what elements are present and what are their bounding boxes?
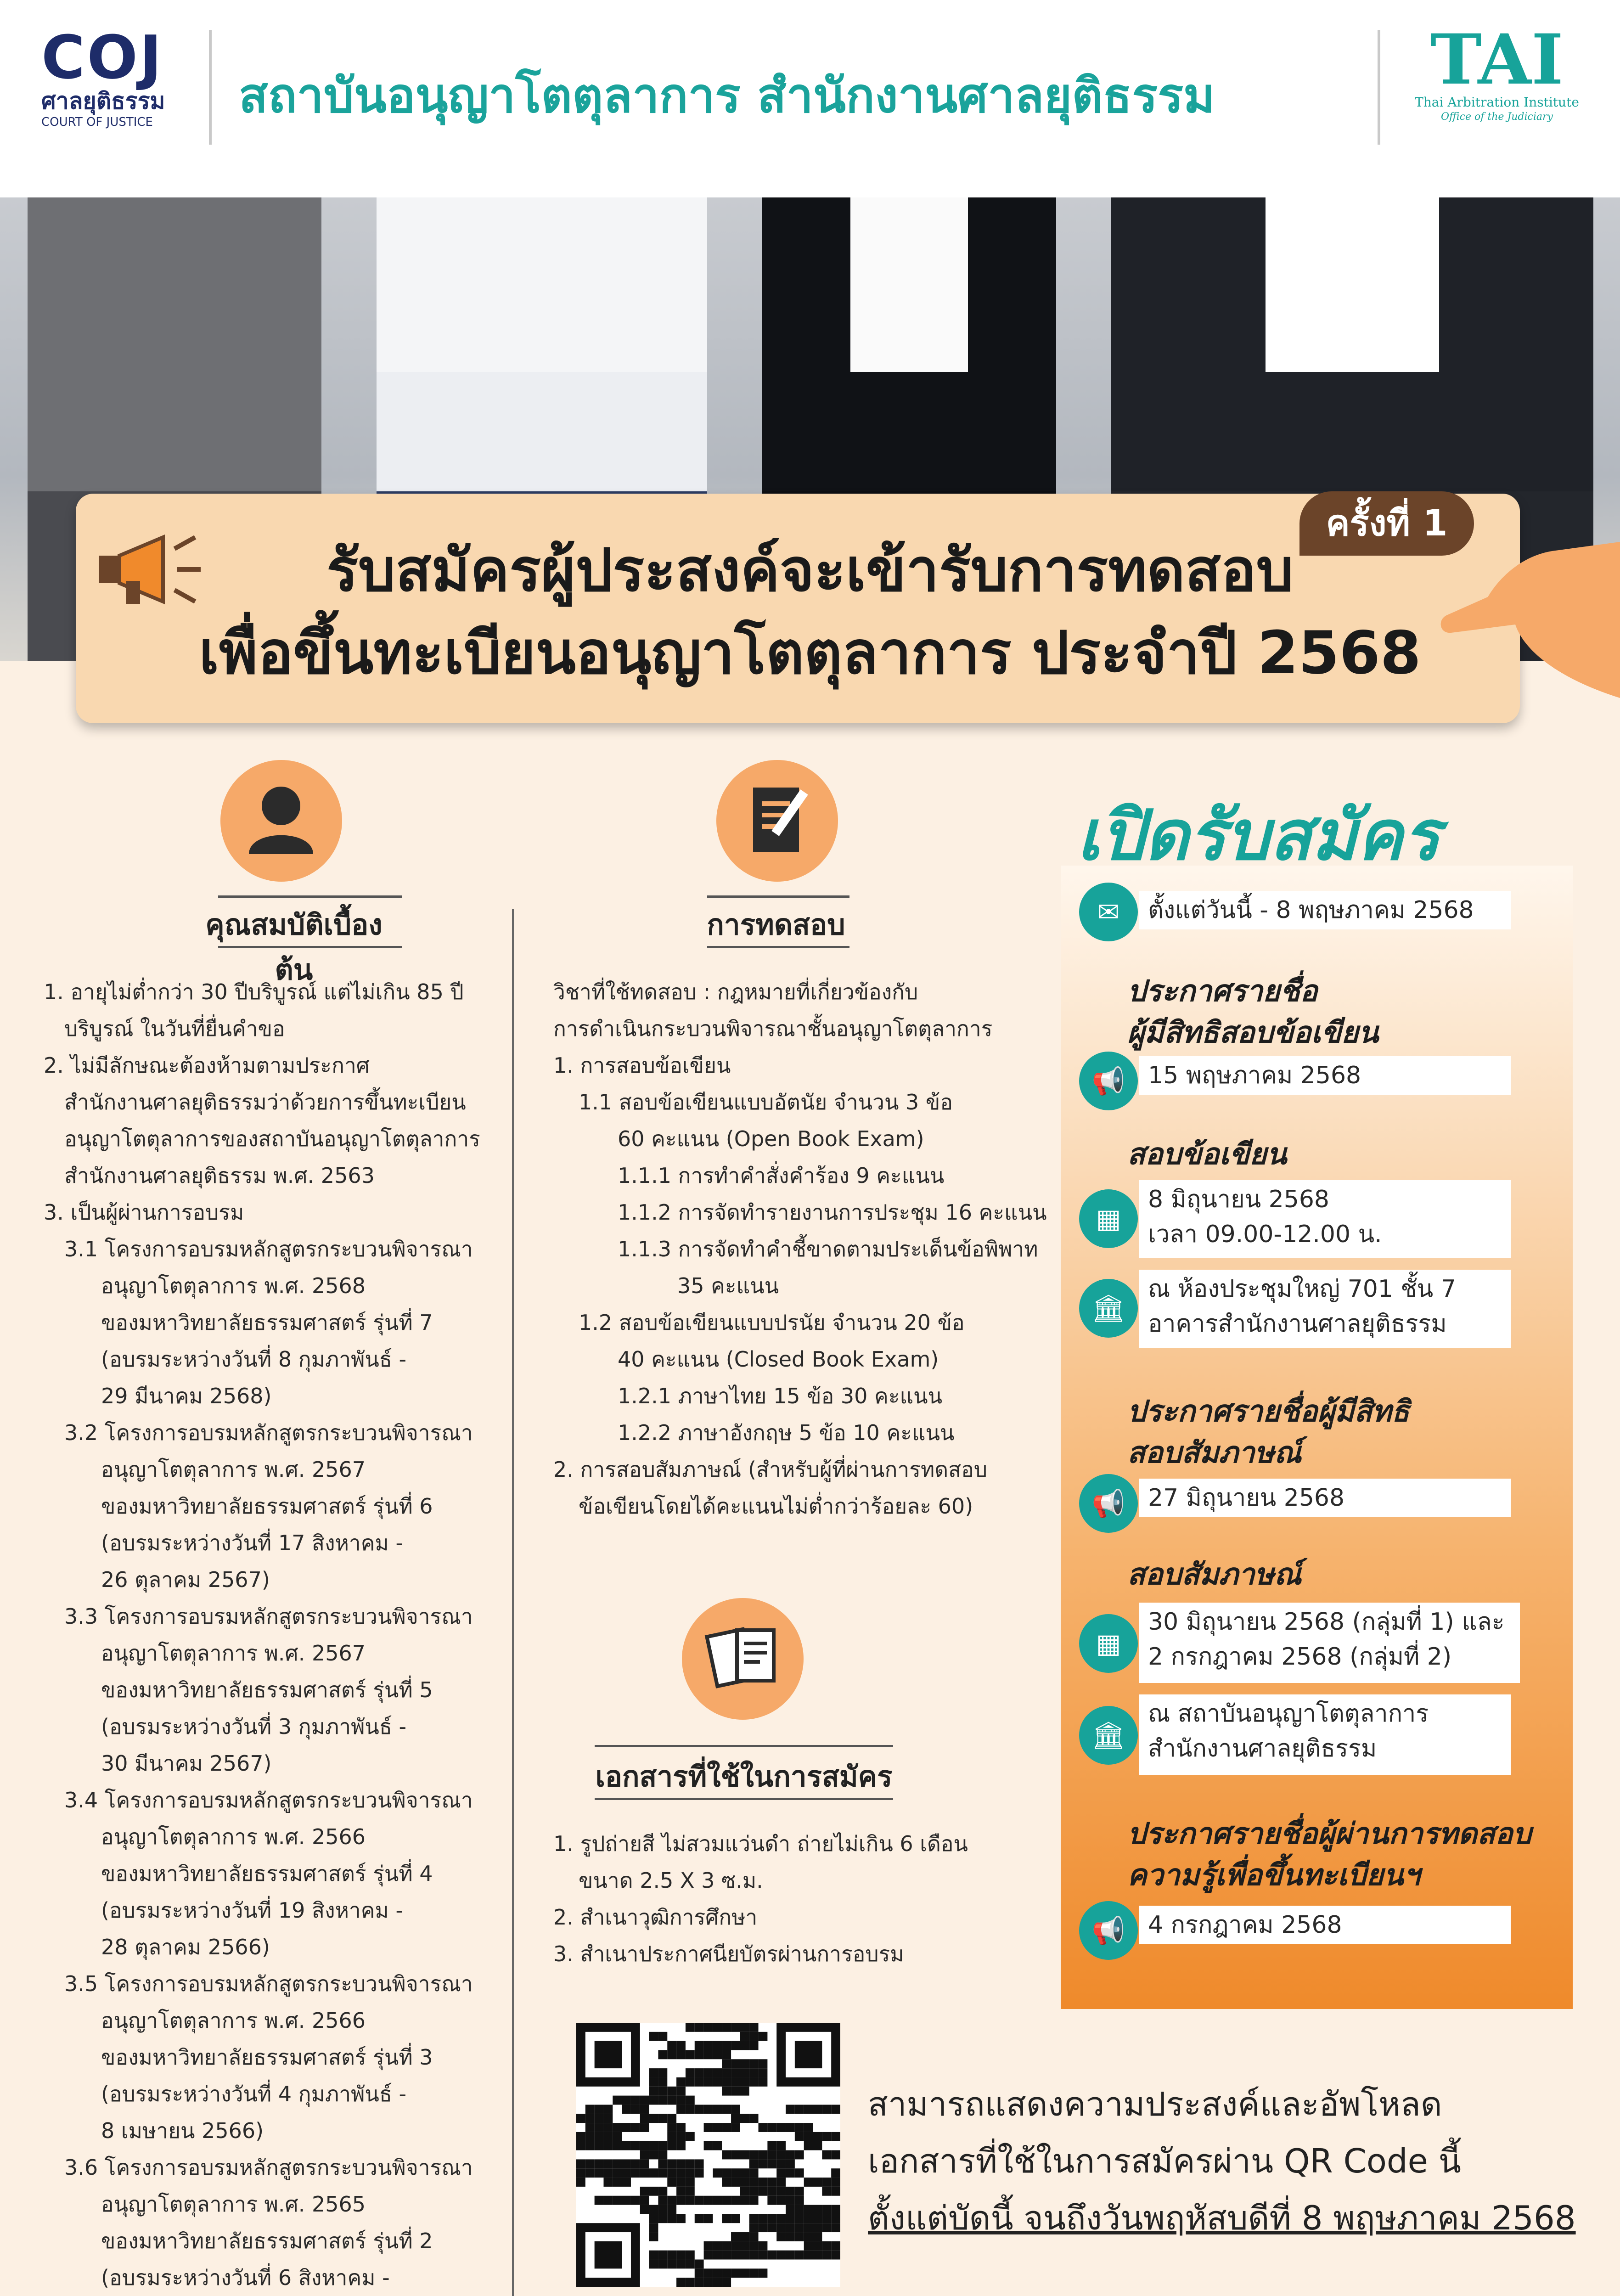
list-line: สำนักงานศาลยุติธรรมว่าด้วยการขึ้นทะเบียน	[64, 1090, 466, 1114]
apply-period: ตั้งแต่วันนี้ - 8 พฤษภาคม 2568	[1139, 891, 1511, 929]
list-line: 1.2 สอบข้อเขียนแบบปรนัย จำนวน 20 ข้อ	[579, 1310, 965, 1335]
document-pen-icon	[716, 760, 838, 882]
list-line: ขนาด 2.5 X 3 ซ.ม.	[579, 1868, 763, 1893]
list-line: อนุญาโตตุลาการ พ.ศ. 2567	[101, 1641, 366, 1666]
list-line: 1.2.2 ภาษาอังกฤษ 5 ข้อ 10 คะแนน	[618, 1420, 955, 1445]
list-line: การดำเนินกระบวนพิจารณาชั้นอนุญาโตตุลาการ	[553, 1016, 993, 1041]
open-application-title: เปิดรับสมัคร	[1077, 796, 1440, 876]
list-line: (อบรมระหว่างวันที่ 8 กุมภาพันธ์ -	[101, 1347, 407, 1372]
list-line: 60 คะแนน (Open Book Exam)	[618, 1126, 924, 1151]
list-line: 3.3 โครงการอบรมหลักสูตรกระบวนพิจารณา	[64, 1604, 473, 1629]
list-line: ของมหาวิทยาลัยธรรมศาสตร์ รุ่นที่ 4	[101, 1861, 433, 1886]
list-line: 3.2 โครงการอบรมหลักสูตรกระบวนพิจารณา	[64, 1420, 473, 1445]
documents-icon	[682, 1598, 804, 1720]
list-line: อนุญาโตตุลาการ พ.ศ. 2568	[101, 1273, 366, 1298]
list-line: (อบรมระหว่างวันที่ 6 สิงหาคม -	[101, 2265, 390, 2290]
list-line: 2. ไม่มีลักษณะต้องห้ามตามประกาศ	[44, 1053, 370, 1078]
list-line: อนุญาโตตุลาการ พ.ศ. 2565	[101, 2192, 366, 2217]
interview-list-heading-2: สอบสัมภาษณ์	[1127, 1436, 1302, 1470]
list-line: 35 คะแนน	[677, 1273, 779, 1298]
list-line: ของมหาวิทยาลัยธรรมศาสตร์ รุ่นที่ 6	[101, 1494, 433, 1519]
megaphone-icon: 📢	[1079, 1901, 1138, 1960]
list-line: 1.1.3 การจัดทำคำชี้ขาดตามประเด็นข้อพิพาท	[618, 1237, 1038, 1261]
qualifications-list	[44, 974, 498, 2296]
tai-logo-subtitle: Thai Arbitration Institute	[1415, 95, 1579, 110]
exam-title-underline	[707, 946, 849, 948]
list-line: อนุญาโตตุลาการของสถาบันอนุญาโตตุลาการ	[64, 1126, 480, 1151]
written-exam-heading: สอบข้อเขียน	[1127, 1137, 1287, 1171]
envelope-icon: ✉	[1079, 883, 1138, 941]
coj-logo-thai: ศาลยุติธรรม	[41, 88, 165, 114]
interview-place	[1139, 1694, 1511, 1775]
list-line: ของมหาวิทยาลัยธรรมศาสตร์ รุ่นที่ 2	[101, 2228, 433, 2253]
documents-title: เอกสารที่ใช้ในการสมัคร	[595, 1760, 893, 1793]
written-exam-place	[1139, 1270, 1511, 1348]
list-line: อนุญาโตตุลาการ พ.ศ. 2566	[101, 1824, 366, 1849]
list-line: ข้อเขียนโดยได้คะแนนไม่ต่ำกว่าร้อยละ 60)	[579, 1494, 973, 1519]
list-line: 1.1.2 การจัดทำรายงานการประชุม 16 คะแนน	[618, 1200, 1047, 1225]
calendar-icon: ▦	[1079, 1614, 1138, 1673]
megaphone-icon: 📢	[1079, 1052, 1138, 1110]
application-qr-code[interactable]	[576, 2023, 840, 2287]
written-exam-datetime	[1139, 1180, 1511, 1258]
interview-dates	[1139, 1603, 1520, 1683]
qr-instructions-line2: เอกสารที่ใช้ในการสมัครผ่าน QR Code นี้	[868, 2142, 1462, 2180]
megaphone-icon: 📢	[1079, 1474, 1138, 1533]
coj-logo-en: COURT OF JUSTICE	[41, 115, 153, 129]
list-line: 3.6 โครงการอบรมหลักสูตรกระบวนพิจารณา	[64, 2155, 473, 2180]
list-line: อนุญาโตตุลาการ พ.ศ. 2567	[101, 1457, 366, 1482]
exam-list	[553, 974, 1049, 1525]
list-line: 1.1 สอบข้อเขียนแบบอัตนัย จำนวน 3 ข้อ	[579, 1090, 953, 1114]
list-line: 3.5 โครงการอบรมหลักสูตรกระบวนพิจารณา	[64, 1971, 473, 1996]
exam-title: การทดสอบ	[707, 908, 845, 941]
list-line: 2. การสอบสัมภาษณ์ (สำหรับผู้ที่ผ่านการทดสอบ	[553, 1457, 988, 1482]
interview-heading: สอบสัมภาษณ์	[1127, 1558, 1302, 1592]
tai-logo-subtitle-2: Office of the Judiciary	[1441, 111, 1553, 123]
list-line: 26 ตุลาคม 2567)	[101, 1567, 270, 1592]
qr-deadline: ตั้งแต่บัดนี้ จนถึงวันพฤหัสบดีที่ 8 พฤษภาคม 2568	[868, 2199, 1576, 2237]
written-exam-place-line2: อาคารสำนักงานศาลยุติธรรม	[1148, 1310, 1447, 1338]
list-line: 3.4 โครงการอบรมหลักสูตรกระบวนพิจารณา	[64, 1788, 473, 1812]
list-line: (อบรมระหว่างวันที่ 3 กุมภาพันธ์ -	[101, 1714, 407, 1739]
list-line: (อบรมระหว่างวันที่ 19 สิงหาคม -	[101, 1898, 404, 1923]
building-icon: 🏛	[1079, 1279, 1138, 1338]
qualifications-title-underline	[218, 946, 402, 948]
written-list-heading: ประกาศรายชื่อ	[1127, 974, 1318, 1008]
column-divider	[512, 909, 514, 2296]
list-line: อนุญาโตตุลาการ พ.ศ. 2566	[101, 2008, 366, 2033]
pointing-hand-illustration	[1433, 514, 1620, 698]
written-exam-date: 8 มิถุนายน 2568	[1148, 1186, 1330, 1213]
written-list-heading-2: ผู้มีสิทธิสอบข้อเขียน	[1127, 1016, 1379, 1050]
result-heading-2: ความรู้เพื่อขึ้นทะเบียนฯ	[1127, 1858, 1420, 1892]
qualifications-title: คุณสมบัติเบื้องต้น	[205, 908, 382, 986]
result-date: 4 กรกฎาคม 2568	[1139, 1906, 1511, 1944]
list-line: 1.2.1 ภาษาไทย 15 ข้อ 30 คะแนน	[618, 1384, 943, 1408]
list-line: ของมหาวิทยาลัยธรรมศาสตร์ รุ่นที่ 3	[101, 2045, 433, 2070]
exam-title-overline	[707, 895, 849, 898]
qr-instructions-line1: สามารถแสดงความประสงค์และอัพโหลด	[868, 2085, 1442, 2123]
list-line: 1. การสอบข้อเขียน	[553, 1053, 731, 1078]
list-line: 3.1 โครงการอบรมหลักสูตรกระบวนพิจารณา	[64, 1237, 473, 1261]
list-line: 28 ตุลาคม 2566)	[101, 1935, 270, 1959]
banner-title-line2: เพื่อขึ้นทะเบียนอนุญาโตตุลาการ ประจำปี 2568	[199, 619, 1421, 687]
qr-instructions	[868, 2076, 1576, 2246]
interview-date-1: 30 มิถุนายน 2568 (กลุ่มที่ 1) และ	[1148, 1608, 1505, 1636]
list-line: 1.1.1 การทำคำสั่งคำร้อง 9 คะแนน	[618, 1163, 945, 1188]
documents-list	[553, 1825, 1049, 1972]
list-line: 8 เมษายน 2566)	[101, 2118, 264, 2143]
written-list-date: 15 พฤษภาคม 2568	[1139, 1056, 1511, 1095]
interview-list-heading: ประกาศรายชื่อผู้มีสิทธิ	[1127, 1395, 1410, 1429]
list-line: 29 มีนาคม 2568)	[101, 1384, 272, 1408]
list-line: บริบูรณ์ ในวันที่ยื่นคำขอ	[64, 1016, 285, 1041]
list-line: 1. รูปถ่ายสี ไม่สวมแว่นดำ ถ่ายไม่เกิน 6 เดือน	[553, 1831, 968, 1856]
list-line: สำนักงานศาลยุติธรรม พ.ศ. 2563	[64, 1163, 375, 1188]
list-line: 3. สำเนาประกาศนียบัตรผ่านการอบรม	[553, 1941, 904, 1966]
written-exam-place-line1: ณ ห้องประชุมใหญ่ 701 ชั้น 7	[1148, 1275, 1456, 1303]
documents-title-underline	[595, 1798, 893, 1800]
list-line: 2. สำเนาวุฒิการศึกษา	[553, 1905, 758, 1930]
result-heading: ประกาศรายชื่อผู้ผ่านการทดสอบ	[1127, 1817, 1531, 1851]
list-line: 1. อายุไม่ต่ำกว่า 30 ปีบริบูรณ์ แต่ไม่เกิน 85 ปี	[44, 979, 464, 1004]
banner-title-line1: รับสมัครผู้ประสงค์จะเข้ารับการทดสอบ	[326, 536, 1294, 605]
list-line: 3. เป็นผู้ผ่านการอบรม	[44, 1200, 244, 1225]
header-divider-left	[209, 30, 212, 145]
person-icon	[220, 760, 342, 882]
list-line: (อบรมระหว่างวันที่ 4 กุมภาพันธ์ -	[101, 2082, 407, 2106]
interview-date-2: 2 กรกฎาคม 2568 (กลุ่มที่ 2)	[1148, 1643, 1452, 1671]
round-tag: ครั้งที่ 1	[1299, 491, 1474, 556]
list-line: 40 คะแนน (Closed Book Exam)	[618, 1347, 939, 1372]
documents-title-overline	[595, 1745, 893, 1747]
tai-logo-mark: TAI	[1430, 19, 1564, 100]
interview-place-line2: สำนักงานศาลยุติธรรม	[1148, 1735, 1377, 1762]
interview-place-line1: ณ สถาบันอนุญาโตตุลาการ	[1148, 1700, 1429, 1728]
tai-logo	[1401, 19, 1593, 145]
coj-logo-mark: COJ	[41, 23, 164, 92]
building-icon: 🏛	[1079, 1706, 1138, 1765]
coj-logo	[41, 23, 197, 138]
list-line: วิชาที่ใช้ทดสอบ : กฎหมายที่เกี่ยวข้องกับ	[553, 979, 918, 1004]
list-line: ของมหาวิทยาลัยธรรมศาสตร์ รุ่นที่ 7	[101, 1310, 433, 1335]
list-line: ของมหาวิทยาลัยธรรมศาสตร์ รุ่นที่ 5	[101, 1677, 433, 1702]
list-line: 30 มีนาคม 2567)	[101, 1751, 272, 1776]
header-divider-right	[1378, 30, 1380, 145]
list-line: (อบรมระหว่างวันที่ 17 สิงหาคม -	[101, 1531, 404, 1555]
calendar-icon: ▦	[1079, 1189, 1138, 1248]
interview-list-date: 27 มิถุนายน 2568	[1139, 1479, 1511, 1517]
qr-code-pattern	[576, 2023, 840, 2287]
qualifications-title-overline	[218, 895, 402, 898]
written-exam-time: เวลา 09.00-12.00 น.	[1148, 1221, 1382, 1248]
institute-title: สถาบันอนุญาโตตุลาการ สำนักงานศาลยุติธรรม	[239, 68, 1215, 124]
